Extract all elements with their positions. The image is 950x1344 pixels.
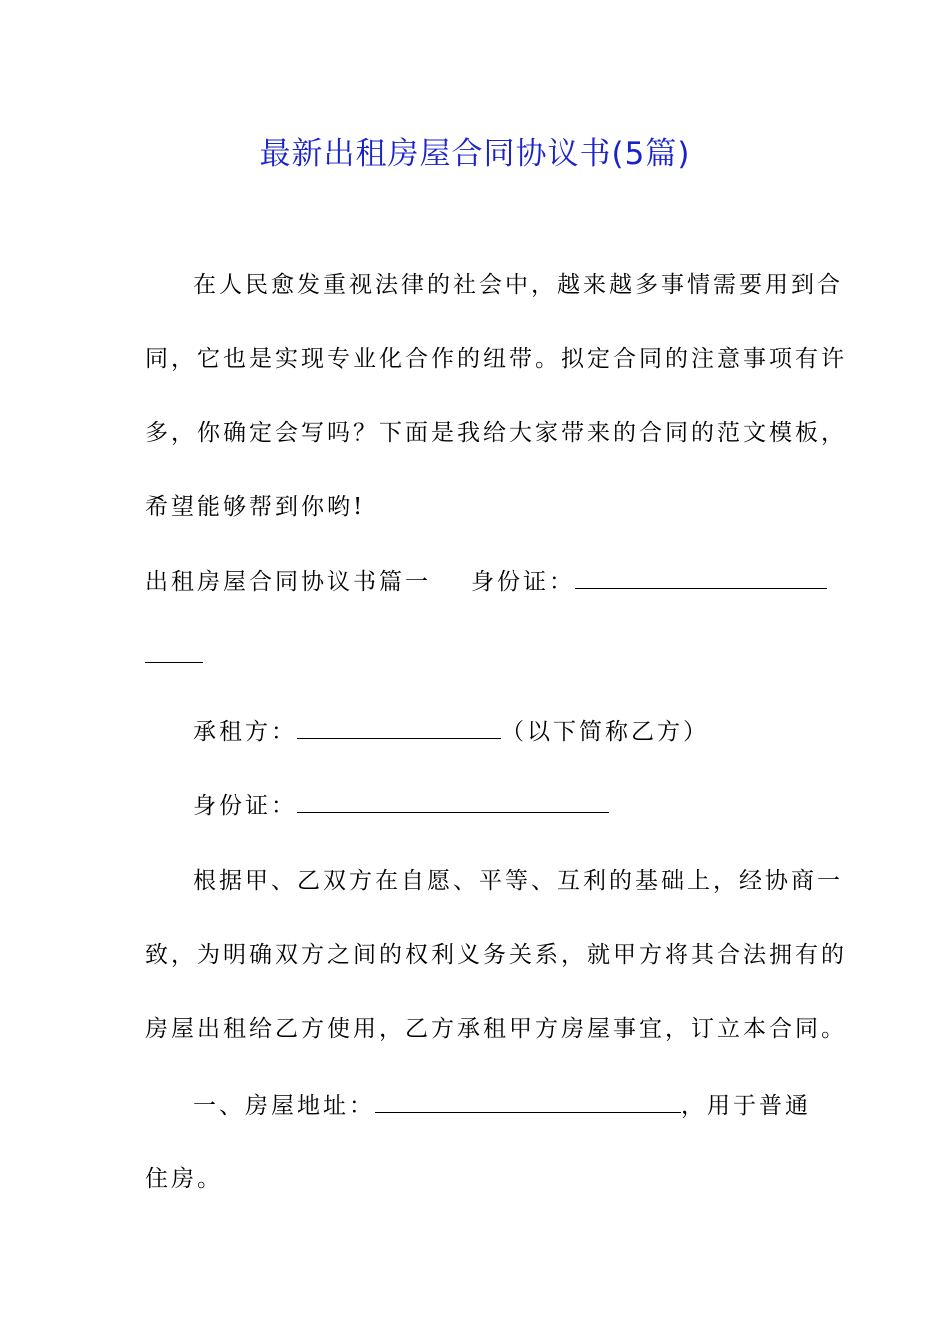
clause1-continuation: 住房。 (145, 1166, 223, 1192)
id-blank-2[interactable] (297, 790, 609, 813)
intro-line-4: 希望能够帮到你哟! (145, 494, 366, 520)
tenant-suffix: （以下简称乙方） (501, 719, 709, 745)
intro-line-3: 多，你确定会写吗？下面是我给大家带来的合同的范文模板， (145, 420, 847, 446)
document-title: 最新出租房屋合同协议书(5篇) (259, 136, 691, 172)
tenant-label: 承租方： (193, 719, 297, 745)
clause1-suffix: ，用于普通 (681, 1093, 811, 1119)
address-blank[interactable] (375, 1090, 681, 1113)
section-heading: 出租房屋合同协议书篇一 (145, 569, 431, 595)
section-heading-row (145, 566, 827, 596)
agreement-line-1: 根据甲、乙双方在自愿、平等、互利的基础上，经协商一 (193, 868, 843, 894)
agreement-line-3: 房屋出租给乙方使用，乙方承租甲方房屋事宜，订立本合同。 (145, 1016, 847, 1042)
id-label-2: 身份证： (193, 793, 297, 819)
id-blank-1[interactable] (575, 566, 827, 589)
clause1-row (193, 1090, 811, 1120)
tenant-blank[interactable] (297, 716, 501, 739)
tenant-row (193, 716, 709, 746)
id-blank-continuation-row (145, 640, 203, 670)
intro-line-1: 在人民愈发重视法律的社会中，越来越多事情需要用到合 (193, 272, 843, 298)
clause1-label: 一、房屋地址： (193, 1093, 375, 1119)
agreement-line-2: 致，为明确双方之间的权利义务关系，就甲方将其合法拥有的 (145, 942, 847, 968)
intro-line-2: 同，它也是实现专业化合作的纽带。拟定合同的注意事项有许 (145, 346, 847, 372)
id-blank-1-continuation[interactable] (145, 640, 203, 663)
id-row-2 (193, 790, 609, 820)
id-label-1: 身份证： (471, 569, 575, 595)
